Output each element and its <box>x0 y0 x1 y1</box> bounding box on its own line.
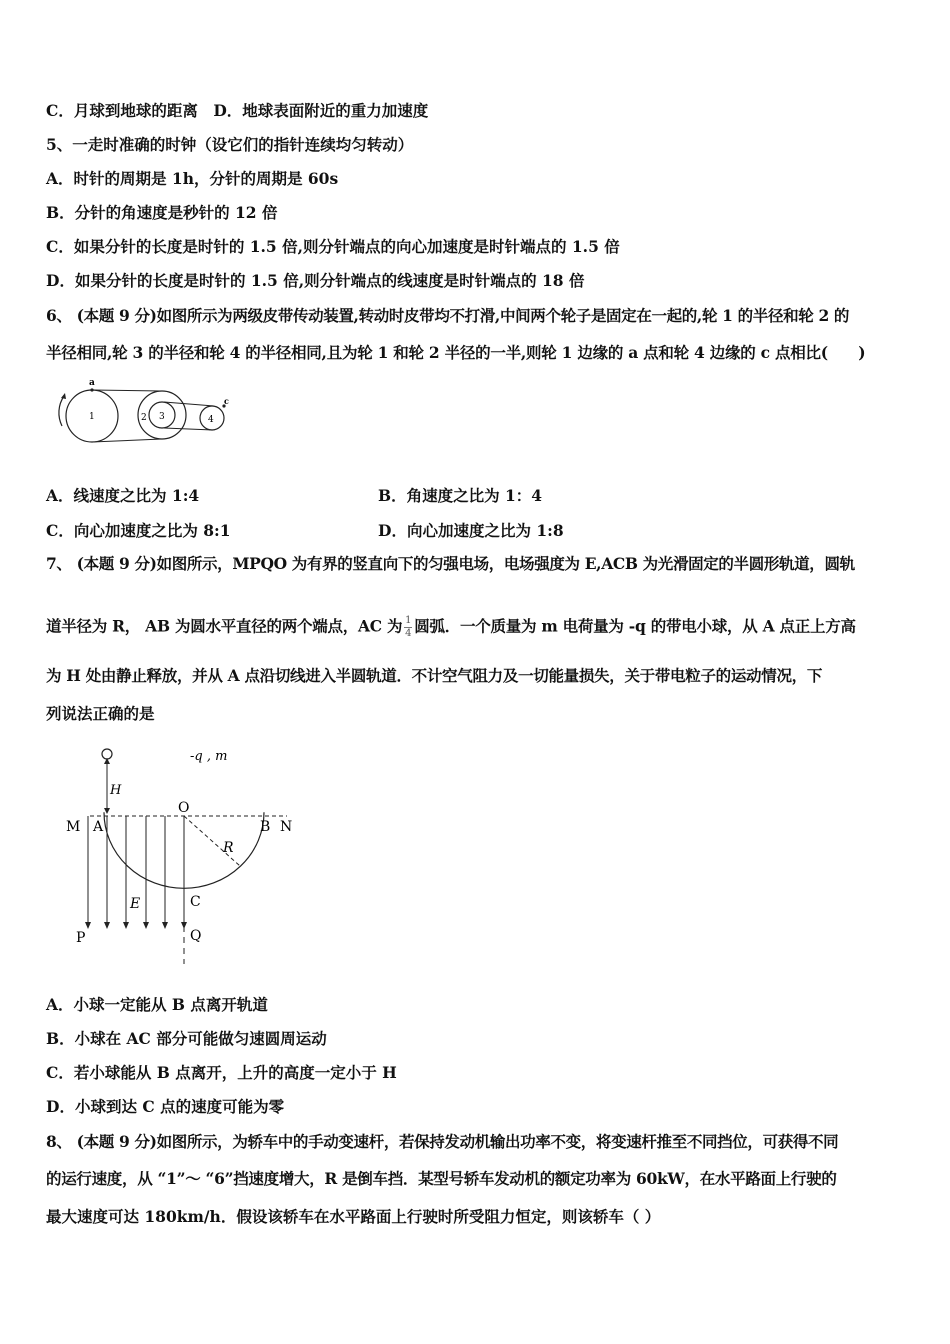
electric-field-figure <box>62 742 312 972</box>
label-R: R <box>223 840 234 856</box>
q7-stem-line1: 7、 (本题 9 分)如图所示，MPQO 为有界的竖直向下的匀强电场，电场强度为 E,ACB 为光滑固定的半圆形轨道，圆轨 <box>46 554 855 573</box>
q6-option-b: B．角速度之比为 1：4 <box>378 486 543 505</box>
q8-stem-line2: 的运行速度，从 “1”～ “6”挡速度增大，R 是倒车挡．某型号轿车发动机的额定功率为 60kW，在水平路面上行驶的 <box>46 1169 837 1188</box>
q6-option-a: A．线速度之比为 1:4 <box>46 486 200 505</box>
label-2: 2 <box>141 413 147 423</box>
charged-ball <box>102 749 112 759</box>
belt-upper <box>92 390 162 391</box>
label-Q: Q <box>190 928 202 944</box>
q6-stem-line1: 6、 (本题 9 分)如图所示为两级皮带传动装置,转动时皮带均不打滑,中间两个轮子是固定在一起的,轮 1 的半径和轮 2 的 <box>46 306 850 325</box>
label-P: P <box>76 930 86 946</box>
label-c: c <box>224 396 229 406</box>
rotation-arrow-icon <box>59 396 64 426</box>
label-charge: -q , m <box>190 749 228 764</box>
q7-stem-line3: 为 H 处由静止释放，并从 A 点沿切线进入半圆轨道．不计空气阻力及一切能量损失，关于带电粒子的运动情况，下 <box>46 666 823 685</box>
q6-option-d: D．向心加速度之比为 1:8 <box>378 521 564 540</box>
belt-drive-figure <box>52 374 242 446</box>
q5-option-d: D．如果分针的长度是时针的 1.5 倍,则分针端点的线速度是时针端点的 18 倍 <box>46 271 585 290</box>
q5-option-c: C．如果分针的长度是时针的 1.5 倍,则分针端点的向心加速度是时针端点的 1.5 倍 <box>46 237 620 256</box>
q7-option-d: D．小球到达 C 点的速度可能为零 <box>46 1097 285 1116</box>
label-3: 3 <box>159 412 165 422</box>
quarter-fraction: $\frac{1}{4}$ <box>405 615 412 639</box>
label-A: A <box>93 819 104 835</box>
label-C: C <box>190 894 201 910</box>
q8-stem-line1: 8、 (本题 9 分)如图所示，为轿车中的手动变速杆，若保持发动机输出功率不变，将变速杆推至不同挡位，可获得不同 <box>46 1132 839 1151</box>
label-B: B <box>260 819 271 835</box>
q6-option-c: C．向心加速度之比为 8:1 <box>46 521 231 540</box>
point-a <box>90 388 93 391</box>
label-E: E <box>130 896 141 912</box>
label-H: H <box>110 783 122 798</box>
q7-option-c: C．若小球能从 B 点离开，上升的高度一定小于 H <box>46 1063 397 1082</box>
label-N: N <box>280 819 293 835</box>
q5-stem: 5、一走时准确的时钟（设它们的指针连续均匀转动） <box>46 135 414 154</box>
q7-option-b: B．小球在 AC 部分可能做匀速圆周运动 <box>46 1029 327 1048</box>
q6-stem-line2: 半径相同,轮 3 的半径和轮 4 的半径相同,且为轮 1 和轮 2 半径的一半,则轮 1 边缘的 a 点和轮 4 边缘的 c 点相比( ) <box>46 343 866 362</box>
q7-option-a: A．小球一定能从 B 点离开轨道 <box>46 995 268 1014</box>
label-O: O <box>178 800 190 816</box>
q8-stem-line3: 最大速度可达 180km/h．假设该轿车在水平路面上行驶时所受阻力恒定，则该轿车（ ） <box>46 1207 661 1226</box>
label-M: M <box>66 819 81 835</box>
q5-option-b: B．分针的角速度是秒针的 12 倍 <box>46 203 278 222</box>
q7-stem-line2: 道半径为 R， AB 为圆水平直径的两个端点，AC 为 $\frac{1}{4}$ 圆弧．一个质量为 m 电荷量为 -q 的带电小球，从 A 点正上方高 <box>46 615 856 639</box>
label-a: a <box>89 378 95 388</box>
label-1: 1 <box>89 412 95 422</box>
q7-stem-line4: 列说法正确的是 <box>46 704 155 723</box>
q4-options-cd: C．月球到地球的距离 D．地球表面附近的重力加速度 <box>46 101 429 120</box>
label-4: 4 <box>208 415 214 425</box>
q5-option-a: A．时针的周期是 1h，分针的周期是 60s <box>46 169 339 188</box>
